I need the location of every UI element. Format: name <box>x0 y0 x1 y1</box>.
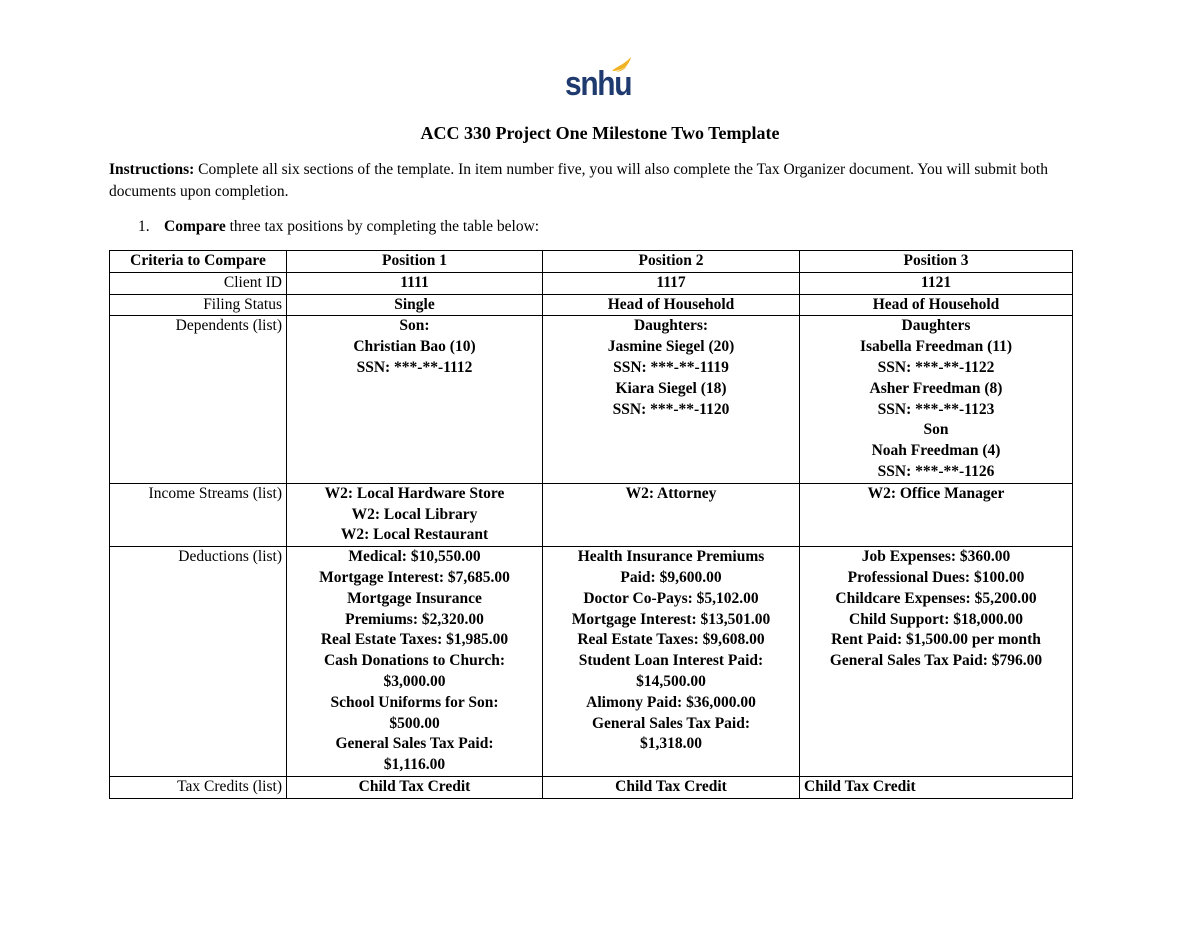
cell-line: Health Insurance Premiums <box>577 548 765 566</box>
cell-line: General Sales Tax Paid: $796.00 <box>829 652 1043 670</box>
cell-line: W2: Local Library <box>351 505 478 523</box>
cell-line: SSN: ***-**-1122 <box>877 358 995 376</box>
cell-line: Son <box>923 421 949 439</box>
cell-line: Noah Freedman (4) <box>871 442 1001 460</box>
cell-line: $1,318.00 <box>640 735 702 753</box>
deductions-p2 <box>543 547 800 777</box>
cell-line: Professional Dues: $100.00 <box>847 568 1025 586</box>
table-header-row <box>110 251 1073 273</box>
header-position-2: Position 2 <box>543 251 800 273</box>
cell-line: Rent Paid: $1,500.00 per month <box>831 631 1041 649</box>
cell-line: SSN: ***-**-1120 <box>612 400 730 418</box>
cell-line: SSN: ***-**-1123 <box>877 400 995 418</box>
cell-line: Mortgage Insurance <box>347 589 482 607</box>
page-title: ACC 330 Project One Milestone Two Template <box>420 123 780 143</box>
cell-line: $500.00 <box>389 714 440 732</box>
cell-line: Childcare Expenses: $5,200.00 <box>835 589 1037 607</box>
income-p3 <box>800 483 1073 546</box>
comparison-table <box>109 250 1073 799</box>
header-criteria: Criteria to Compare <box>110 251 287 273</box>
cell-line: Real Estate Taxes: $1,985.00 <box>320 631 509 649</box>
cell-line: Isabella Freedman (11) <box>859 338 1013 356</box>
cell-line: Kiara Siegel (18) <box>615 379 727 397</box>
client-id-p1: 1111 <box>287 272 543 294</box>
cell-line: General Sales Tax Paid: <box>591 714 751 732</box>
item1-bold: Compare <box>164 218 226 235</box>
cell-line: Jasmine Siegel (20) <box>607 338 735 356</box>
cell-line: Mortgage Interest: $7,685.00 <box>319 568 510 586</box>
cell-line: Mortgage Interest: $13,501.00 <box>571 610 771 628</box>
cell-line: W2: Local Hardware Store <box>324 484 505 502</box>
cell-line: Asher Freedman (8) <box>869 379 1003 397</box>
logo-wordmark: snhu <box>565 65 632 103</box>
cell-line: Doctor Co-Pays: $5,102.00 <box>583 589 759 607</box>
table-row-dependents <box>110 316 1073 483</box>
client-id-p2: 1117 <box>543 272 800 294</box>
tax-credits-p2: Child Tax Credit <box>543 776 800 798</box>
cell-line: Christian Bao (10) <box>353 338 476 356</box>
cell-line: W2: Attorney <box>625 484 717 502</box>
filing-status-p2: Head of Household <box>543 294 800 316</box>
cell-line: Alimony Paid: $36,000.00 <box>586 693 756 711</box>
dependents-p2 <box>543 316 800 483</box>
cell-line: Real Estate Taxes: $9,608.00 <box>577 631 765 649</box>
snhu-logo <box>565 57 631 103</box>
income-p2 <box>543 483 800 546</box>
list-item-number: 1. <box>138 218 150 235</box>
list-item-1 <box>138 216 539 237</box>
cell-line: Medical: $10,550.00 <box>348 548 481 566</box>
cell-line: Child Support: $18,000.00 <box>849 610 1023 628</box>
instructions-text: Complete all six sections of the template. In item number five, you will also complete the Tax Organizer document. You will submit both documents upon completion. <box>109 161 1048 200</box>
cell-line: SSN: ***-**-1112 <box>356 358 473 376</box>
cell-line: Student Loan Interest Paid: <box>578 652 764 670</box>
tax-credits-p3: Child Tax Credit <box>800 776 1073 798</box>
instructions-label: Instructions: <box>109 161 195 178</box>
row-label: Tax Credits (list) <box>110 776 287 798</box>
cell-line: Son: <box>399 317 430 335</box>
table-row-tax-credits <box>110 776 1073 798</box>
cell-line: $1,116.00 <box>383 756 446 774</box>
deductions-p1 <box>287 547 543 777</box>
table-row-filing-status <box>110 294 1073 316</box>
dependents-p1 <box>287 316 543 483</box>
header-position-3: Position 3 <box>800 251 1073 273</box>
header-position-1: Position 1 <box>287 251 543 273</box>
client-id-p3: 1121 <box>800 272 1073 294</box>
filing-status-p1: Single <box>287 294 543 316</box>
row-label: Dependents (list) <box>110 316 287 483</box>
cell-line: SSN: ***-**-1119 <box>613 358 729 376</box>
row-label: Deductions (list) <box>110 547 287 777</box>
row-label: Client ID <box>110 272 287 294</box>
cell-line: Premiums: $2,320.00 <box>345 610 484 628</box>
cell-line: W2: Office Manager <box>867 484 1005 502</box>
cell-line: SSN: ***-**-1126 <box>877 462 995 480</box>
deductions-p3 <box>800 547 1073 777</box>
tax-credits-p1: Child Tax Credit <box>287 776 543 798</box>
cell-line: Daughters: <box>633 317 709 335</box>
cell-line: General Sales Tax Paid: <box>335 735 494 753</box>
dependents-p3 <box>800 316 1073 483</box>
instructions <box>109 159 1069 202</box>
row-label: Income Streams (list) <box>110 483 287 546</box>
item1-text: three tax positions by completing the table below: <box>225 218 540 235</box>
row-label: Filing Status <box>110 294 287 316</box>
cell-line: Job Expenses: $360.00 <box>861 548 1011 566</box>
cell-line: Daughters <box>901 317 971 335</box>
cell-line: W2: Local Restaurant <box>340 526 489 544</box>
income-p1 <box>287 483 543 546</box>
cell-line: Paid: $9,600.00 <box>620 568 722 586</box>
cell-line: $14,500.00 <box>636 672 706 690</box>
cell-line: Cash Donations to Church: <box>323 652 505 670</box>
table-row-deductions <box>110 547 1073 777</box>
table-row-client-id <box>110 272 1073 294</box>
table-row-income <box>110 483 1073 546</box>
cell-line: School Uniforms for Son: <box>330 693 499 711</box>
filing-status-p3: Head of Household <box>800 294 1073 316</box>
cell-line: $3,000.00 <box>383 672 446 690</box>
